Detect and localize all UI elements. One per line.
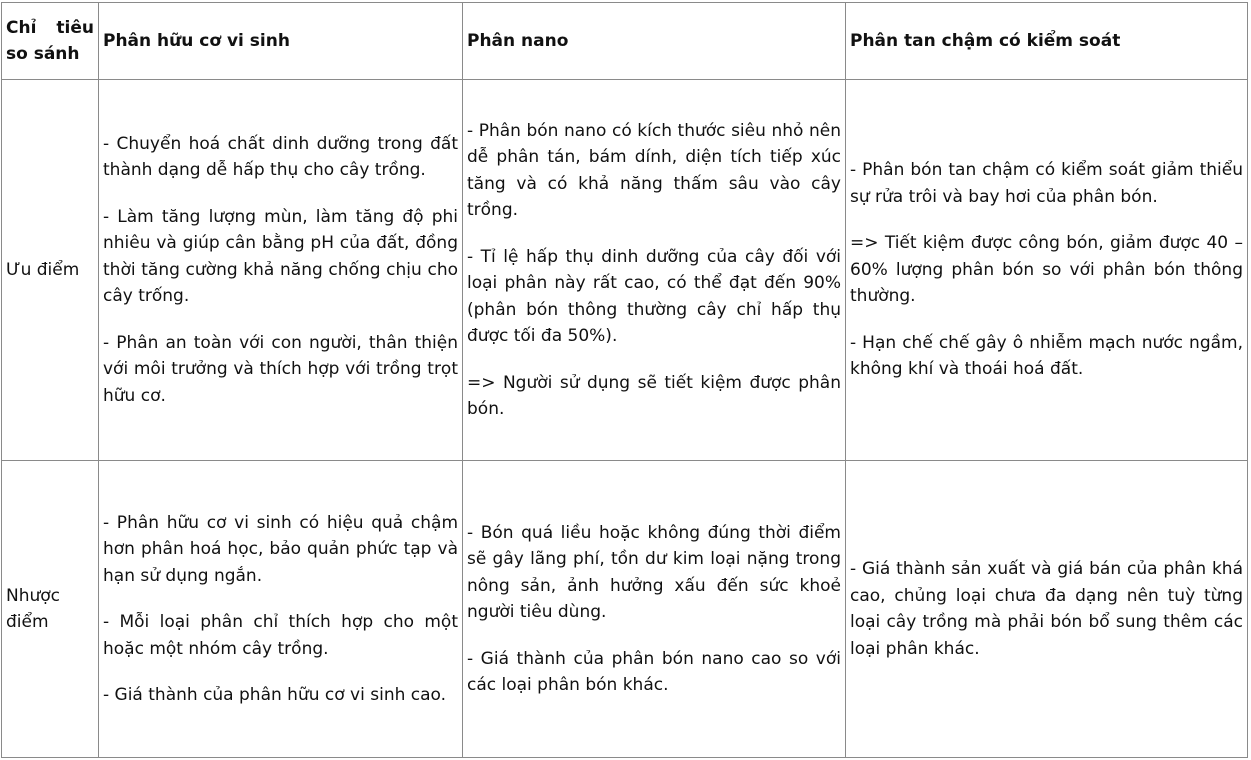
header-row — [2, 3, 1248, 80]
header-criteria: Chỉ tiêu so sánh — [2, 3, 99, 80]
header-slow-release: Phân tan chậm có kiểm soát — [846, 3, 1248, 80]
row-label-advantages: Ưu điểm — [2, 80, 99, 461]
paragraph: => Người sử dụng sẽ tiết kiệm được phân bón. — [467, 372, 841, 419]
paragraph: - Phân bón nano có kích thước siêu nhỏ nên dễ phân tán, bám dính, diện tích tiếp xúc tăng và có khả năng thấm sâu vào cây trồng. — [467, 120, 841, 220]
cell-advantages-organic — [99, 80, 463, 461]
paragraph: - Bón quá liều hoặc không đúng thời điểm sẽ gây lãng phí, tồn dư kim loại nặng trong nông sản, ảnh hưởng xấu đến sức khoẻ người tiêu dùng. — [467, 522, 841, 622]
paragraph: - Hạn chế chế gây ô nhiễm mạch nước ngầm, không khí và thoái hoá đất. — [850, 332, 1243, 380]
cell-disadvantages-organic — [99, 461, 463, 758]
cell-disadvantages-slow-release — [846, 461, 1248, 758]
paragraph: - Phân hữu cơ vi sinh có hiệu quả chậm hơn phân hoá học, bảo quản phức tạp và hạn sử dụng ngắn. — [103, 512, 458, 586]
table-row-advantages — [2, 80, 1248, 461]
paragraph: - Mỗi loại phân chỉ thích hợp cho một hoặc một nhóm cây trồng. — [103, 612, 458, 659]
cell-disadvantages-nano — [463, 461, 846, 758]
paragraph: - Giá thành của phân bón nano cao so với các loại phân bón khác. — [467, 648, 841, 695]
paragraph: - Phân an toàn với con người, thân thiện với môi trưởng và thích hợp với trồng trọt hữu cơ. — [103, 332, 458, 406]
header-organic-microbial: Phân hữu cơ vi sinh — [99, 3, 463, 80]
cell-advantages-nano — [463, 80, 846, 461]
paragraph: - Chuyển hoá chất dinh dưỡng trong đất thành dạng dễ hấp thụ cho cây trồng. — [103, 133, 458, 181]
paragraph: - Phân bón tan chậm có kiểm soát giảm thiểu sự rửa trôi và bay hơi của phân bón. — [850, 160, 1243, 207]
paragraph: - Tỉ lệ hấp thụ dinh dưỡng của cây đối với loại phân này rất cao, có thể đạt đến 90% (phân bón thông thường cây chỉ hấp thụ được tối đa 50%). — [467, 246, 841, 346]
header-nano: Phân nano — [463, 3, 846, 80]
cell-advantages-slow-release — [846, 80, 1248, 461]
paragraph: - Giá thành của phân hữu cơ vi sinh cao. — [103, 685, 447, 705]
table-row-disadvantages — [2, 461, 1248, 758]
comparison-table — [1, 2, 1248, 758]
paragraph: - Làm tăng lượng mùn, làm tăng độ phi nhiêu và giúp cân bằng pH của đất, đồng thời tăng cường khả năng chống chịu cho cây trống. — [103, 206, 458, 307]
paragraph: => Tiết kiệm được công bón, giảm được 40 – 60% lượng phân bón so với phân bón thông thường. — [850, 233, 1243, 307]
paragraph: - Giá thành sản xuất và giá bán của phân khá cao, chủng loại chưa đa dạng nên tuỳ từng loại cây trồng mà phải bón bổ sung thêm các loại phân khác. — [850, 559, 1243, 659]
row-label-disadvantages: Nhược điểm — [2, 461, 99, 758]
